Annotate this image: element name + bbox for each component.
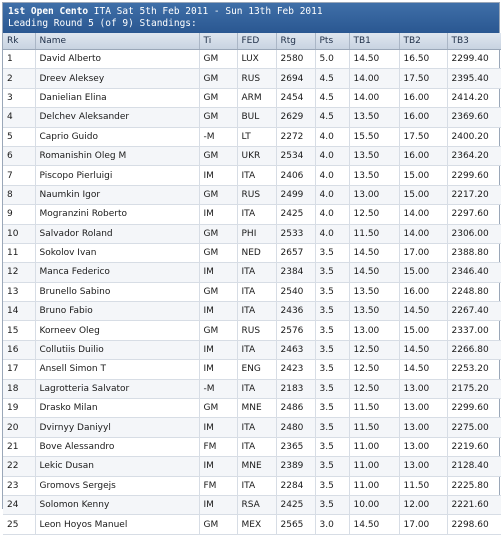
title-cell: IM [199, 418, 237, 437]
tb2-cell: 16.00 [399, 146, 447, 165]
title-cell: GM [199, 88, 237, 107]
tb2-cell: 14.00 [399, 224, 447, 243]
rating-cell: 2580 [276, 50, 315, 69]
tb3-cell: 2266.80 [447, 340, 501, 359]
tb3-cell: 2248.80 [447, 282, 501, 301]
title-cell: GM [199, 224, 237, 243]
title-cell: GM [199, 399, 237, 418]
tb2-cell: 14.50 [399, 302, 447, 321]
rank-cell: 24 [3, 495, 35, 514]
standings-header [3, 3, 499, 33]
player-name-cell[interactable]: Danielian Elina [35, 88, 199, 107]
rank-cell: 11 [3, 243, 35, 262]
rank-cell: 12 [3, 263, 35, 282]
player-name-cell[interactable]: Lagrotteria Salvator [35, 379, 199, 398]
rating-cell: 2486 [276, 399, 315, 418]
rating-cell: 2657 [276, 243, 315, 262]
rating-cell: 2576 [276, 321, 315, 340]
federation-cell: RUS [237, 69, 276, 88]
tb2-cell: 15.00 [399, 321, 447, 340]
rank-cell: 15 [3, 321, 35, 340]
tb1-cell: 10.00 [349, 495, 399, 514]
rank-cell: 19 [3, 399, 35, 418]
player-name-cell[interactable]: Gromovs Sergejs [35, 476, 199, 495]
rating-cell: 2406 [276, 166, 315, 185]
rating-cell: 2425 [276, 495, 315, 514]
points-cell: 3.5 [315, 282, 349, 301]
table-row[interactable] [3, 146, 501, 165]
federation-cell: ITA [237, 205, 276, 224]
player-name-cell[interactable]: Bove Alessandro [35, 437, 199, 456]
federation-cell: ITA [237, 476, 276, 495]
rank-cell: 1 [3, 50, 35, 69]
tb2-cell: 16.00 [399, 88, 447, 107]
title-cell: GM [199, 243, 237, 262]
tb1-cell: 15.50 [349, 127, 399, 146]
points-cell: 3.5 [315, 360, 349, 379]
tb1-cell: 13.50 [349, 302, 399, 321]
rank-cell: 20 [3, 418, 35, 437]
federation-cell: ARM [237, 88, 276, 107]
tb1-cell: 13.00 [349, 185, 399, 204]
rating-cell: 2565 [276, 515, 315, 534]
federation-cell: UKR [237, 146, 276, 165]
federation-cell: ITA [237, 418, 276, 437]
title-cell: GM [199, 321, 237, 340]
table-row[interactable] [3, 205, 501, 224]
table-row[interactable] [3, 321, 501, 340]
tb3-cell: 2299.60 [447, 166, 501, 185]
tb1-cell: 11.50 [349, 418, 399, 437]
tb3-cell: 2298.60 [447, 515, 501, 534]
column-header-tb2[interactable]: TB2 [399, 33, 447, 50]
rating-cell: 2463 [276, 340, 315, 359]
player-name-cell[interactable]: Salvador Roland [35, 224, 199, 243]
federation-cell: LT [237, 127, 276, 146]
title-cell: IM [199, 495, 237, 514]
rank-cell: 7 [3, 166, 35, 185]
points-cell: 3.5 [315, 302, 349, 321]
rank-cell: 23 [3, 476, 35, 495]
tb1-cell: 13.50 [349, 108, 399, 127]
table-row[interactable] [3, 515, 501, 534]
table-row[interactable] [3, 457, 501, 476]
tb3-cell: 2388.80 [447, 243, 501, 262]
points-cell: 3.5 [315, 321, 349, 340]
tb1-cell: 14.50 [349, 243, 399, 262]
title-cell: IM [199, 166, 237, 185]
tb1-cell: 13.50 [349, 282, 399, 301]
tb3-cell: 2299.40 [447, 50, 501, 69]
table-row[interactable] [3, 340, 501, 359]
tb3-cell: 2253.20 [447, 360, 501, 379]
title-cell: GM [199, 515, 237, 534]
player-name-cell[interactable]: Leon Hoyos Manuel [35, 515, 199, 534]
player-name-cell[interactable]: Collutiis Duilio [35, 340, 199, 359]
player-name-cell[interactable]: Dvirnyy Daniyyl [35, 418, 199, 437]
rank-cell: 8 [3, 185, 35, 204]
player-name-cell[interactable]: Caprio Guido [35, 127, 199, 146]
points-cell: 4.0 [315, 127, 349, 146]
player-name-cell[interactable]: Sokolov Ivan [35, 243, 199, 262]
table-row[interactable] [3, 185, 501, 204]
points-cell: 4.0 [315, 205, 349, 224]
points-cell: 3.0 [315, 515, 349, 534]
player-name-cell[interactable]: Ansell Simon T [35, 360, 199, 379]
tb3-cell: 2414.20 [447, 88, 501, 107]
tb2-cell: 14.50 [399, 340, 447, 359]
federation-cell: ITA [237, 302, 276, 321]
player-name-cell[interactable]: Drasko Milan [35, 399, 199, 418]
federation-cell: NED [237, 243, 276, 262]
tb2-cell: 16.00 [399, 108, 447, 127]
points-cell: 4.5 [315, 69, 349, 88]
player-name-cell[interactable]: Bruno Fabio [35, 302, 199, 321]
rating-cell: 2534 [276, 146, 315, 165]
column-header-title[interactable]: Ti [199, 33, 237, 50]
player-name-cell[interactable]: Romanishin Oleg M [35, 146, 199, 165]
rating-cell: 2365 [276, 437, 315, 456]
points-cell: 3.5 [315, 495, 349, 514]
rating-cell: 2389 [276, 457, 315, 476]
tb1-cell: 12.50 [349, 360, 399, 379]
player-name-cell[interactable]: Brunello Sabino [35, 282, 199, 301]
federation-cell: ITA [237, 263, 276, 282]
table-row[interactable] [3, 379, 501, 398]
table-row[interactable] [3, 399, 501, 418]
points-cell: 3.5 [315, 379, 349, 398]
rank-cell: 13 [3, 282, 35, 301]
points-cell: 4.0 [315, 166, 349, 185]
title-cell: IM [199, 302, 237, 321]
points-cell: 3.5 [315, 476, 349, 495]
table-row[interactable] [3, 50, 501, 69]
federation-cell: BUL [237, 108, 276, 127]
points-cell: 3.5 [315, 418, 349, 437]
points-cell: 4.5 [315, 108, 349, 127]
rating-cell: 2183 [276, 379, 315, 398]
tb2-cell: 16.00 [399, 282, 447, 301]
tb2-cell: 17.50 [399, 69, 447, 88]
tb1-cell: 13.50 [349, 166, 399, 185]
title-cell: GM [199, 69, 237, 88]
tb3-cell: 2217.20 [447, 185, 501, 204]
rank-cell: 18 [3, 379, 35, 398]
federation-cell: MEX [237, 515, 276, 534]
tb2-cell: 13.00 [399, 399, 447, 418]
rating-cell: 2629 [276, 108, 315, 127]
rank-cell: 17 [3, 360, 35, 379]
points-cell: 5.0 [315, 50, 349, 69]
tb1-cell: 12.50 [349, 205, 399, 224]
rank-cell: 21 [3, 437, 35, 456]
tb3-cell: 2221.60 [447, 495, 501, 514]
rating-cell: 2436 [276, 302, 315, 321]
standings-table [3, 33, 501, 535]
title-cell: IM [199, 205, 237, 224]
federation-cell: ITA [237, 340, 276, 359]
federation-cell: PHI [237, 224, 276, 243]
tb2-cell: 13.00 [399, 379, 447, 398]
player-name-cell[interactable]: Dreev Aleksey [35, 69, 199, 88]
standings-panel [2, 2, 500, 530]
tb2-cell: 14.50 [399, 360, 447, 379]
player-name-cell[interactable]: Korneev Oleg [35, 321, 199, 340]
title-cell: GM [199, 146, 237, 165]
table-row[interactable] [3, 437, 501, 456]
federation-cell: MNE [237, 457, 276, 476]
title-cell: -M [199, 127, 237, 146]
column-header-rank[interactable]: Rk [3, 33, 35, 50]
tb1-cell: 13.50 [349, 146, 399, 165]
tb1-cell: 14.00 [349, 88, 399, 107]
tb3-cell: 2219.60 [447, 437, 501, 456]
tb3-cell: 2395.40 [447, 69, 501, 88]
column-header-points[interactable]: Pts [315, 33, 349, 50]
tb1-cell: 14.50 [349, 263, 399, 282]
player-name-cell[interactable]: Delchev Aleksander [35, 108, 199, 127]
table-row[interactable] [3, 88, 501, 107]
tb2-cell: 11.50 [399, 476, 447, 495]
title-cell: GM [199, 108, 237, 127]
title-cell: FM [199, 437, 237, 456]
tb2-cell: 16.50 [399, 50, 447, 69]
rank-cell: 22 [3, 457, 35, 476]
table-row[interactable] [3, 127, 501, 146]
column-header-name[interactable]: Name [35, 33, 199, 50]
federation-cell: ITA [237, 166, 276, 185]
tb1-cell: 11.50 [349, 224, 399, 243]
tb3-cell: 2267.40 [447, 302, 501, 321]
player-name-cell[interactable]: David Alberto [35, 50, 199, 69]
tb3-cell: 2299.60 [447, 399, 501, 418]
federation-cell: ENG [237, 360, 276, 379]
tb2-cell: 15.00 [399, 263, 447, 282]
rank-cell: 14 [3, 302, 35, 321]
column-header-federation[interactable]: FED [237, 33, 276, 50]
tb1-cell: 11.50 [349, 399, 399, 418]
federation-cell: LUX [237, 50, 276, 69]
tb1-cell: 14.50 [349, 515, 399, 534]
federation-cell: ITA [237, 379, 276, 398]
player-name-cell[interactable]: Piscopo Pierluigi [35, 166, 199, 185]
player-name-cell[interactable]: Naumkin Igor [35, 185, 199, 204]
rating-cell: 2533 [276, 224, 315, 243]
title-cell: IM [199, 340, 237, 359]
table-row[interactable] [3, 243, 501, 262]
tb2-cell: 17.50 [399, 127, 447, 146]
tb3-cell: 2400.20 [447, 127, 501, 146]
rating-cell: 2499 [276, 185, 315, 204]
federation-cell: RUS [237, 321, 276, 340]
rank-cell: 2 [3, 69, 35, 88]
federation-cell: RUS [237, 185, 276, 204]
table-row[interactable] [3, 360, 501, 379]
table-row[interactable] [3, 224, 501, 243]
points-cell: 3.5 [315, 437, 349, 456]
title-cell: FM [199, 476, 237, 495]
tb3-cell: 2306.00 [447, 224, 501, 243]
table-row[interactable] [3, 69, 501, 88]
title-cell: IM [199, 360, 237, 379]
table-row[interactable] [3, 263, 501, 282]
points-cell: 3.5 [315, 340, 349, 359]
tb1-cell: 14.50 [349, 50, 399, 69]
table-row[interactable] [3, 302, 501, 321]
rating-cell: 2540 [276, 282, 315, 301]
rating-cell: 2425 [276, 205, 315, 224]
table-row[interactable] [3, 166, 501, 185]
header-row [3, 33, 501, 50]
tb2-cell: 15.00 [399, 166, 447, 185]
tournament-title-line [8, 6, 494, 18]
tb1-cell: 11.00 [349, 476, 399, 495]
tb2-cell: 14.00 [399, 205, 447, 224]
rank-cell: 5 [3, 127, 35, 146]
table-row[interactable] [3, 282, 501, 301]
tb3-cell: 2364.20 [447, 146, 501, 165]
title-cell: IM [199, 263, 237, 282]
federation-cell: ITA [237, 282, 276, 301]
federation-cell: RSA [237, 495, 276, 514]
column-header-rating[interactable]: Rtg [276, 33, 315, 50]
tb1-cell: 11.00 [349, 457, 399, 476]
points-cell: 3.5 [315, 457, 349, 476]
player-name-cell[interactable]: Manca Federico [35, 263, 199, 282]
points-cell: 3.5 [315, 263, 349, 282]
tournament-name: 1st Open Cento [8, 6, 89, 17]
points-cell: 3.5 [315, 243, 349, 262]
tb1-cell: 11.00 [349, 437, 399, 456]
points-cell: 4.0 [315, 224, 349, 243]
rating-cell: 2480 [276, 418, 315, 437]
tb2-cell: 17.00 [399, 243, 447, 262]
player-name-cell[interactable]: Solomon Kenny [35, 495, 199, 514]
points-cell: 3.5 [315, 399, 349, 418]
rank-cell: 25 [3, 515, 35, 534]
title-cell: GM [199, 185, 237, 204]
title-cell: GM [199, 282, 237, 301]
tb3-cell: 2297.60 [447, 205, 501, 224]
points-cell: 4.0 [315, 185, 349, 204]
column-header-tb3[interactable]: TB3 [447, 33, 501, 50]
player-name-cell[interactable]: Lekic Dusan [35, 457, 199, 476]
rank-cell: 16 [3, 340, 35, 359]
tb3-cell: 2337.00 [447, 321, 501, 340]
table-row[interactable] [3, 476, 501, 495]
federation-cell: MNE [237, 399, 276, 418]
title-cell: GM [199, 50, 237, 69]
tb3-cell: 2369.60 [447, 108, 501, 127]
tb3-cell: 2175.20 [447, 379, 501, 398]
standings-body [3, 50, 501, 535]
player-name-cell[interactable]: Mogranzini Roberto [35, 205, 199, 224]
tb3-cell: 2275.00 [447, 418, 501, 437]
rating-cell: 2694 [276, 69, 315, 88]
rating-cell: 2423 [276, 360, 315, 379]
tb3-cell: 2346.40 [447, 263, 501, 282]
rating-cell: 2272 [276, 127, 315, 146]
title-cell: -M [199, 379, 237, 398]
tb2-cell: 13.00 [399, 437, 447, 456]
rank-cell: 6 [3, 146, 35, 165]
tb1-cell: 12.50 [349, 340, 399, 359]
tb2-cell: 17.00 [399, 515, 447, 534]
tb3-cell: 2128.40 [447, 457, 501, 476]
tb2-cell: 15.00 [399, 185, 447, 204]
column-header-tb1[interactable]: TB1 [349, 33, 399, 50]
federation-cell: ITA [237, 437, 276, 456]
table-row[interactable] [3, 418, 501, 437]
tb2-cell: 13.00 [399, 418, 447, 437]
title-cell: IM [199, 457, 237, 476]
standings-subtitle: Leading Round 5 (of 9) Standings: [8, 18, 197, 29]
tb3-cell: 2225.80 [447, 476, 501, 495]
table-row[interactable] [3, 108, 501, 127]
points-cell: 4.0 [315, 146, 349, 165]
points-cell: 4.5 [315, 88, 349, 107]
rating-cell: 2284 [276, 476, 315, 495]
rank-cell: 9 [3, 205, 35, 224]
tb1-cell: 13.00 [349, 321, 399, 340]
rank-cell: 10 [3, 224, 35, 243]
tb2-cell: 12.00 [399, 495, 447, 514]
tournament-dates: ITA Sat 5th Feb 2011 - Sun 13th Feb 2011 [88, 6, 323, 17]
rating-cell: 2454 [276, 88, 315, 107]
rating-cell: 2384 [276, 263, 315, 282]
rank-cell: 3 [3, 88, 35, 107]
tb1-cell: 12.50 [349, 379, 399, 398]
rank-cell: 4 [3, 108, 35, 127]
tb2-cell: 13.00 [399, 457, 447, 476]
table-row[interactable] [3, 495, 501, 514]
tb1-cell: 14.00 [349, 69, 399, 88]
